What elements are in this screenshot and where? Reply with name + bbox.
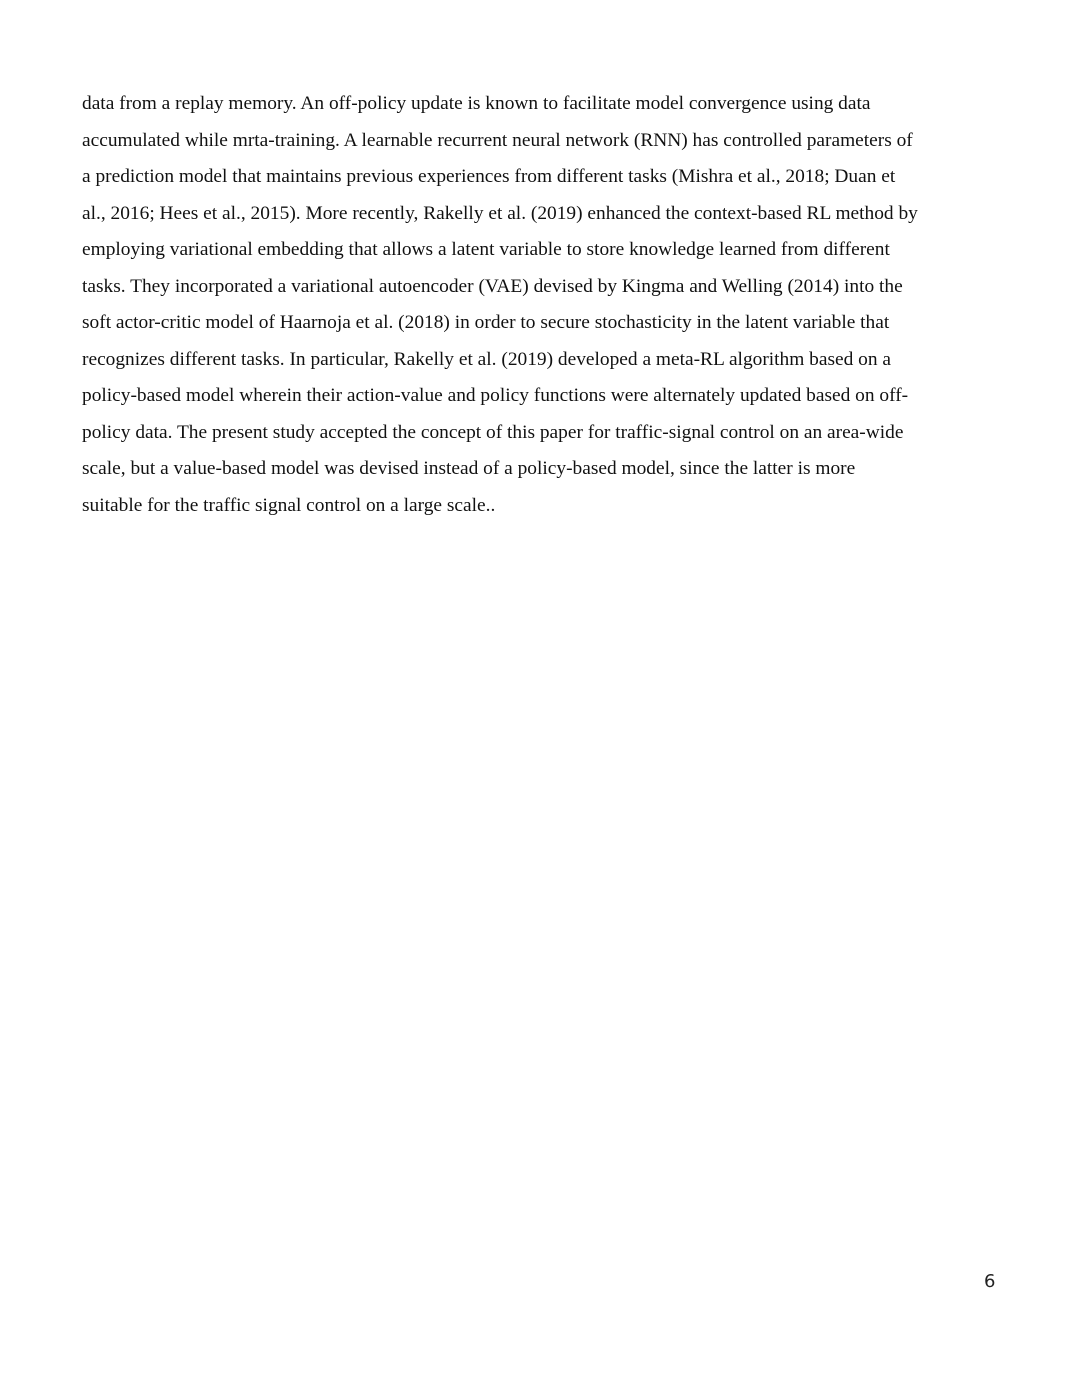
- paragraph-line: policy-based model wherein their action-value and policy functions were alternately updated based on off-: [82, 385, 909, 406]
- body-paragraph: [82, 86, 1002, 524]
- paragraph-line: employing variational embedding that allows a latent variable to store knowledge learned from different: [82, 239, 890, 260]
- paragraph-line: recognizes different tasks. In particular, Rakelly et al. (2019) developed a meta-RL algorithm based on a: [82, 348, 892, 370]
- paragraph-line: accumulated while mrta-training. A learnable recurrent neural network (RNN) has controlled parameters of: [82, 129, 913, 151]
- paragraph-line: soft actor-critic model of Haarnoja et al. (2018) in order to secure stochasticity in the latent variable that: [82, 312, 890, 333]
- paragraph-line: tasks. They incorporated a variational autoencoder (VAE) devised by Kingma and Welling (2014) into the: [82, 275, 903, 297]
- paragraph-line: a prediction model that maintains previous experiences from different tasks (Mishra et al., 2018; Duan et: [82, 166, 896, 187]
- paragraph-line: al., 2016; Hees et al., 2015). More recently, Rakelly et al. (2019) enhanced the context-based RL method by: [82, 202, 918, 224]
- paragraph-line: scale, but a value-based model was devised instead of a policy-based model, since the latter is more: [82, 458, 856, 479]
- paragraph-line: policy data. The present study accepted the concept of this paper for traffic-signal control on an area-wide: [82, 421, 904, 443]
- paragraph-line: data from a replay memory. An off-policy update is known to facilitate model convergence using data: [82, 93, 871, 114]
- page-number: 6: [984, 1271, 996, 1292]
- paragraph-line: suitable for the traffic signal control on a large scale..: [82, 494, 496, 516]
